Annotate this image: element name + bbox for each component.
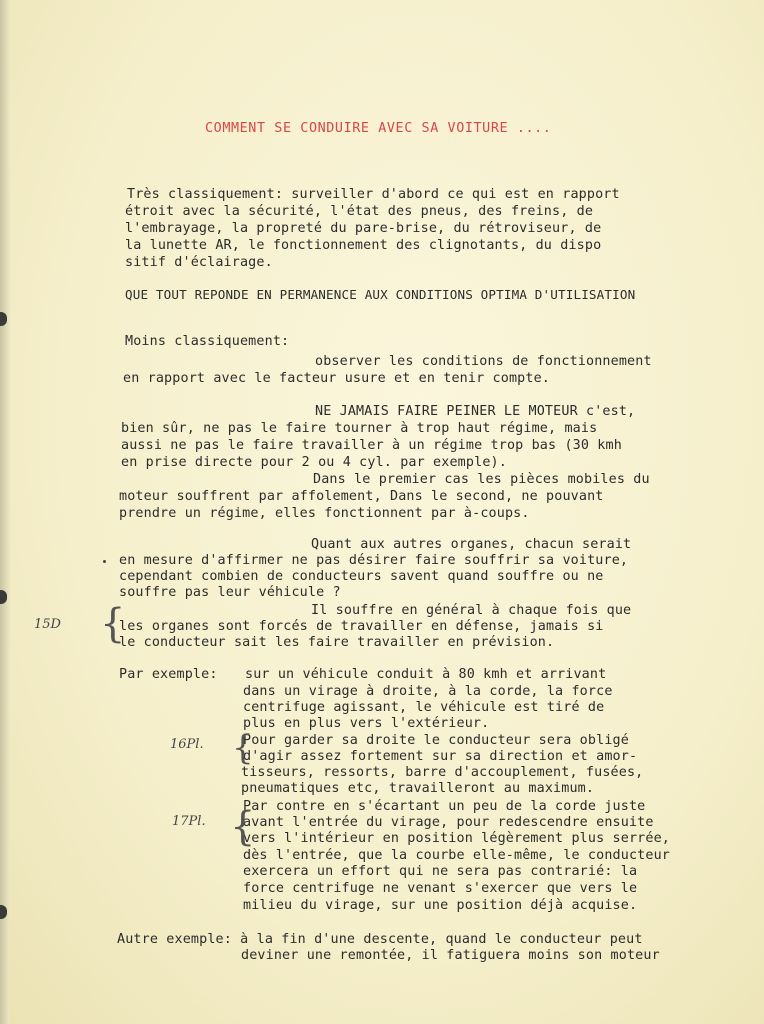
margin-brace: {	[100, 601, 126, 647]
paragraph-line: prendre un régime, elles fonctionnent par à-coups.	[119, 506, 530, 521]
paragraph-line: Autre exemple: à la fin d'une descente, quand le conducteur peut	[117, 932, 643, 947]
paragraph-line: milieu du virage, sur une position déjà acquise.	[243, 898, 638, 913]
paragraph-line: étroit avec la sécurité, l'état des pneus, des freins, de	[125, 204, 594, 219]
paragraph-line: force centrifuge ne venant s'exercer que vers le	[243, 881, 638, 896]
paragraph-line: Dans le premier cas les pièces mobiles du	[313, 472, 650, 487]
margin-dot	[103, 560, 106, 563]
paragraph-line: observer les conditions de fonctionnement	[315, 354, 652, 369]
paragraph-line: souffre pas leur véhicule ?	[119, 585, 341, 600]
paragraph-line: Très classiquement: surveiller d'abord ce qui est en rapport	[127, 187, 620, 202]
paragraph-line: en rapport avec le facteur usure et en tenir compte.	[123, 371, 551, 386]
paragraph-line: aussi ne pas le faire travailler à un régime trop bas (30 kmh	[121, 438, 622, 453]
paragraph-line: cependant combien de conducteurs savent quand souffre ou ne	[119, 569, 604, 584]
paragraph-line: centrifuge agissant, le véhicule est tiré de	[243, 700, 605, 715]
paragraph-line: les organes sont forcés de travailler en défense, jamais si	[119, 619, 604, 634]
paragraph-line: NE JAMAIS FAIRE PEINER LE MOTEUR c'est,	[315, 404, 636, 419]
margin-brace: {	[230, 804, 256, 850]
margin-note: 15D	[34, 617, 61, 632]
paragraph-line: Par contre en s'écartant un peu de la corde juste	[243, 799, 646, 814]
paragraph-line: dès l'entrée, que la courbe elle-même, le conducteur	[243, 848, 671, 863]
paragraph-line: moteur souffrent par affolement, Dans le second, ne pouvant	[119, 489, 604, 504]
page-left-edge	[0, 0, 10, 1024]
paragraph-line: dans un virage à droite, à la corde, la force	[243, 684, 613, 699]
paragraph-line: Il souffre en général à chaque fois que	[311, 603, 632, 618]
paragraph-line: l'embrayage, la propreté du pare-brise, du rétroviseur, de	[125, 221, 602, 236]
section-heading: Moins classiquement:	[125, 334, 290, 349]
margin-brace: {	[232, 728, 254, 768]
paragraph-line: exercera un effort qui ne sera pas contrarié: la	[243, 864, 638, 879]
paragraph-line: pneumatiques etc, travailleront au maximum.	[241, 781, 595, 796]
margin-note: 17Pl.	[172, 814, 206, 829]
paragraph-line: plus en plus vers l'extérieur.	[243, 716, 490, 731]
paragraph-line: vers l'intérieur en position légèrement plus serrée,	[243, 831, 671, 846]
margin-note: 16Pl.	[170, 737, 204, 752]
paragraph-line: sur un véhicule conduit à 80 kmh et arrivant	[245, 667, 607, 682]
caps-statement: QUE TOUT REPONDE EN PERMANENCE AUX CONDITIONS OPTIMA D'UTILISATION	[125, 287, 636, 302]
paragraph-line: Quant aux autres organes, chacun serait	[311, 537, 632, 552]
paragraph-line: sitif d'éclairage.	[125, 255, 273, 270]
document-title: COMMENT SE CONDUIRE AVEC SA VOITURE ....	[205, 121, 552, 136]
paragraph-line: deviner une remontée, il fatiguera moins son moteur	[241, 948, 660, 963]
paragraph-line: en mesure d'affirmer ne pas désirer faire souffrir sa voiture,	[119, 553, 629, 568]
paragraph-line: tisseurs, ressorts, barre d'accouplement, fusées,	[241, 765, 644, 780]
paragraph-line: bien sûr, ne pas le faire tourner à trop haut régime, mais	[121, 421, 598, 436]
paragraph-line: le conducteur sait les faire travailler en prévision.	[119, 635, 555, 650]
paragraph-line: d'agir assez fortement sur sa direction et amor-	[243, 749, 638, 764]
paragraph-line: Pour garder sa droite le conducteur sera obligé	[243, 733, 629, 748]
example-label: Par exemple:	[119, 667, 218, 682]
paragraph-line: la lunette AR, le fonctionnement des clignotants, du dispo	[125, 238, 602, 253]
paragraph-line: avant l'entrée du virage, pour redescendre ensuite	[243, 815, 654, 830]
paragraph-line: en prise directe pour 2 ou 4 cyl. par exemple).	[121, 455, 507, 470]
